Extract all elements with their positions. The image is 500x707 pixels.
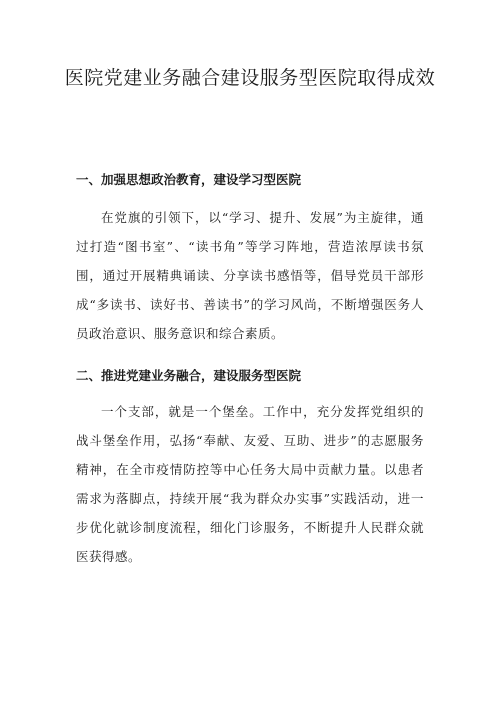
section-heading-1: 一、加强思想政治教育，建设学习型医院 xyxy=(76,172,302,187)
section-heading-2: 二、推进党建业务融合，建设服务型医院 xyxy=(76,368,302,383)
document-title: 医院党建业务融合建设服务型医院取得成效 xyxy=(64,67,436,89)
section-paragraph-1: 在党旗的引领下，以“学习、提升、发展”为主旋律，通过打造“图书室”、“读书角”等学习阵地，营造浓厚读书氛围，通过开展精典诵读、分享读书感悟等，倡导党员干部形成“多读书、读好书、善读书”的学习风尚，不断增强医务人员政治意识、服务意识和综合素质。 xyxy=(76,210,424,341)
section-paragraph-2: 一个支部，就是一个堡垒。工作中，充分发挥党组织的战斗堡垒作用，弘扬“奉献、友爱、互助、进步”的志愿服务精神，在全市疫情防控等中心任务大局中贡献力量。以患者需求为落脚点，持续开展“我为群众办实事”实践活动，进一步优化就诊制度流程，细化门诊服务，不断提升人民群众就医获得感。 xyxy=(76,404,424,564)
